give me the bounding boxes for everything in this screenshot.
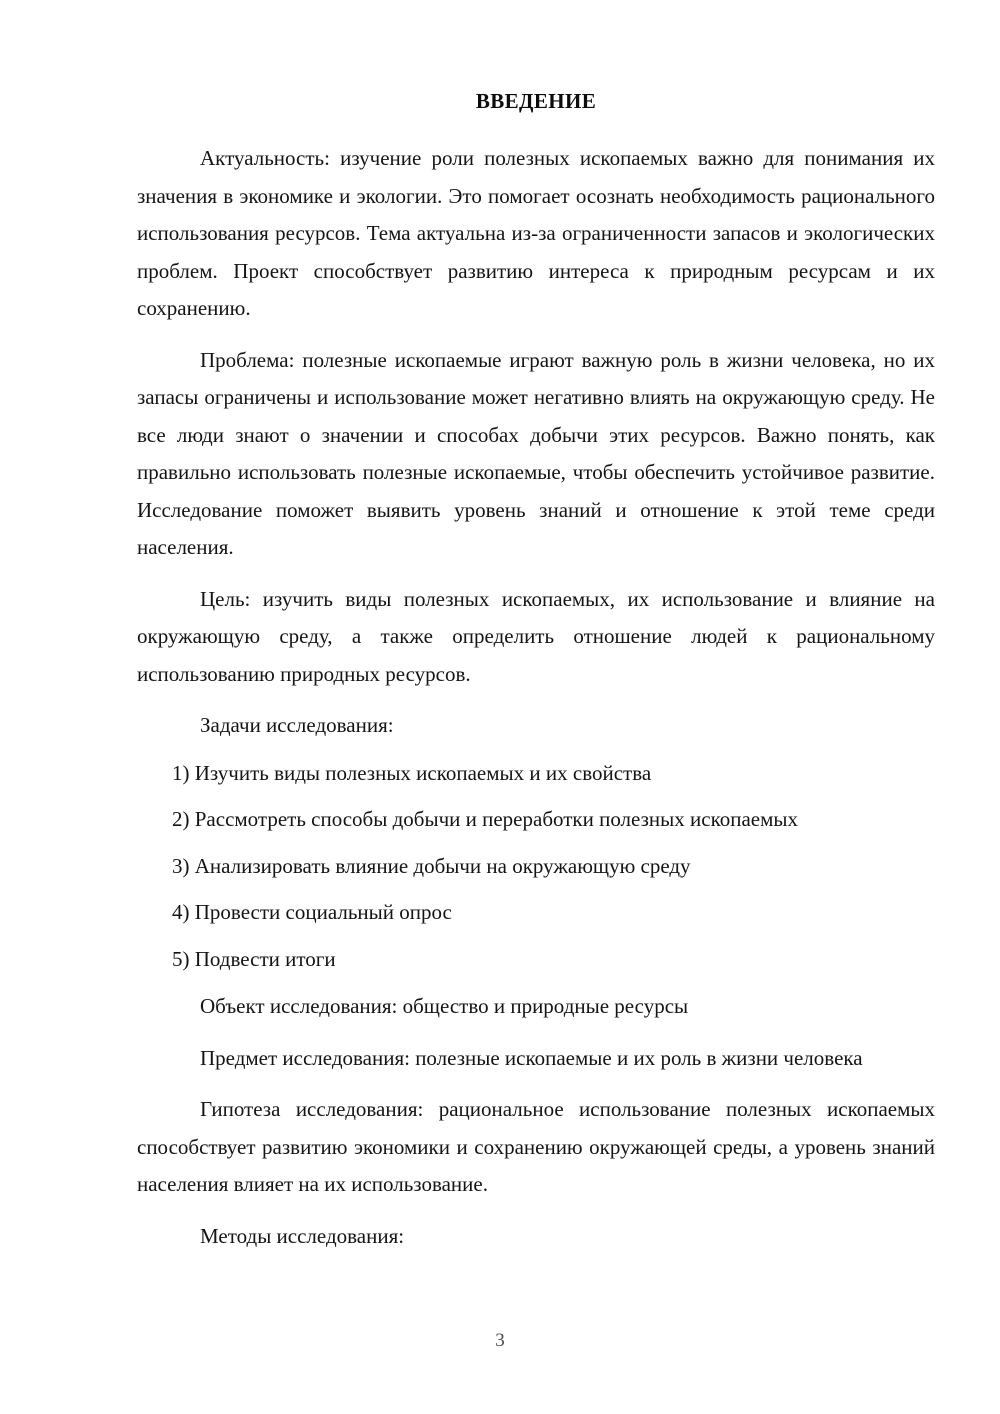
tasks-list bbox=[137, 755, 935, 979]
list-item: 4) Провести социальный опрос bbox=[172, 900, 452, 925]
document-body bbox=[137, 88, 935, 1269]
list-item: 1) Изучить виды полезных ископаемых и их свойства bbox=[172, 760, 652, 785]
list-item: 3) Анализировать влияние добычи на окружающую среду bbox=[172, 853, 691, 878]
methods-heading: Методы исследования: bbox=[200, 1223, 405, 1248]
list-item: 5) Подвести итоги bbox=[172, 946, 336, 971]
paragraph-subject: Предмет исследования: полезные ископаемые и их роль в жизни человека bbox=[200, 1045, 863, 1070]
paragraph-relevance: Актуальность: изучение роли полезных ископаемых важно для понимания их значения в экономике и экологии. Это помогает осознать необходимость рационального использования ресурсов. Тема актуальна из-за ограниченности запасов и экологических проблем. Проект способствует развитию интереса к природным ресурсам и их сохранению. bbox=[137, 146, 935, 321]
tasks-heading: Задачи исследования: bbox=[200, 713, 394, 738]
page-number: 3 bbox=[495, 1330, 505, 1351]
paragraph-hypothesis: Гипотеза исследования: рациональное использование полезных ископаемых способствует развитию экономики и сохранению окружающей среды, а уровень знаний населения влияет на их использование. bbox=[137, 1097, 935, 1197]
paragraph-object: Объект исследования: общество и природные ресурсы bbox=[200, 994, 689, 1019]
paragraph-problem: Проблема: полезные ископаемые играют важную роль в жизни человека, но их запасы ограничены и использование может негативно влиять на окружающую среду. Не все люди знают о значении и способах добычи этих ресурсов. Важно понять, как правильно использовать полезные ископаемые, чтобы обеспечить устойчивое развитие. Исследование поможет выявить уровень знаний и отношение к этой теме среди населения. bbox=[137, 347, 935, 560]
list-item: 2) Рассмотреть способы добычи и переработки полезных ископаемых bbox=[172, 807, 798, 832]
page-title: ВВЕДЕНИЕ bbox=[475, 89, 597, 113]
paragraph-goal: Цель: изучить виды полезных ископаемых, их использование и влияние на окружающую среду, а также определить отношение людей к рациональному использованию природных ресурсов. bbox=[137, 586, 935, 686]
